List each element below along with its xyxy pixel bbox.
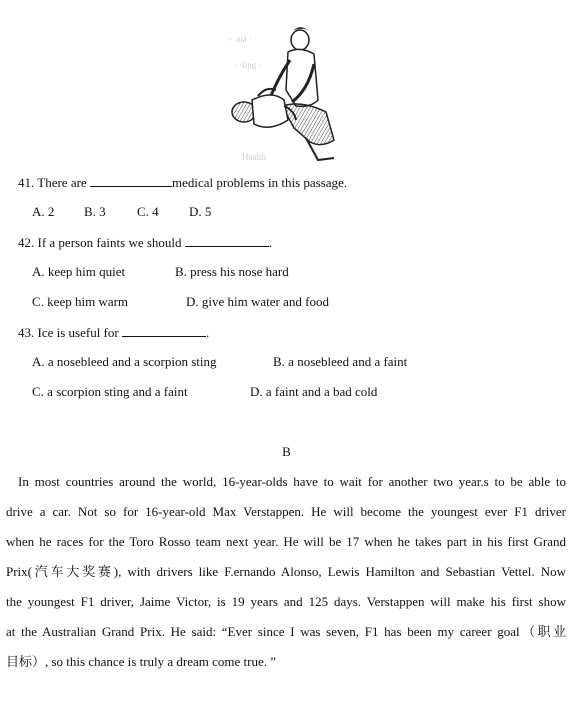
question-number: 42.	[18, 235, 35, 250]
option-c[interactable]: C. 4	[137, 204, 159, 219]
passage-line: 目标）, so this chance is truly a dream come true. ”	[6, 654, 277, 669]
passage-line: at the Australian Grand Prix. He said: “Ever since I was seven, F1 has been my career goal（职业	[6, 624, 566, 639]
question-text: If a person faints we should	[37, 235, 182, 250]
option-a[interactable]: A. a nosebleed and a scorpion sting	[32, 354, 217, 369]
passage-line: In most countries around the world, 16-year-olds have to wait for another two year.s to be able to	[18, 474, 566, 489]
option-d[interactable]: D. 5	[189, 204, 212, 219]
passage-line: the youngest F1 driver, Jaime Victor, is 19 years and 125 days. Verstappen will make his first show	[6, 594, 566, 609]
question-43	[18, 324, 209, 341]
question-text-end: medical problems in this passage.	[171, 175, 348, 190]
question-text-end: .	[205, 325, 210, 340]
svg-text:Health: Health	[242, 152, 266, 162]
option-a[interactable]: A. keep him quiet	[32, 264, 126, 279]
question-41	[18, 174, 347, 191]
question-text: Ice is useful for	[37, 325, 119, 340]
answer-blank[interactable]	[90, 174, 172, 187]
question-number: 43.	[18, 325, 35, 340]
svg-text:· ·ling ·: · ·ling ·	[234, 60, 262, 70]
option-b[interactable]: B. a nosebleed and a faint	[273, 354, 408, 369]
question-42	[18, 234, 272, 251]
section-heading: B	[282, 444, 291, 459]
option-d[interactable]: D. give him water and food	[186, 294, 329, 309]
question-text-end: .	[268, 235, 273, 250]
passage-line: when he races for the Toro Rosso team next year. He will be 17 when he takes part in his first Grand	[6, 534, 566, 549]
option-b[interactable]: B. press his nose hard	[175, 264, 289, 279]
question-text: There are	[37, 175, 87, 190]
answer-blank[interactable]	[122, 324, 206, 337]
option-d[interactable]: D. a faint and a bad cold	[250, 384, 378, 399]
passage-line: Prix(汽车大奖赛), with drivers like F.ernando Alonso, Lewis Hamilton and Sebastian Vettel. Now	[6, 564, 566, 579]
passage-line: drive a car. Not so for 16-year-old Max Verstappen. He will become the youngest ever F1 driver	[6, 504, 566, 519]
option-c[interactable]: C. a scorpion sting and a faint	[32, 384, 188, 399]
svg-text:- ·aia ·: - ·aia ·	[228, 34, 252, 44]
option-c[interactable]: C. keep him warm	[32, 294, 129, 309]
answer-blank[interactable]	[185, 234, 269, 247]
question-number: 41.	[18, 175, 35, 190]
option-b[interactable]: B. 3	[84, 204, 106, 219]
first-aid-illustration	[222, 20, 340, 165]
option-a[interactable]: A. 2	[32, 204, 55, 219]
